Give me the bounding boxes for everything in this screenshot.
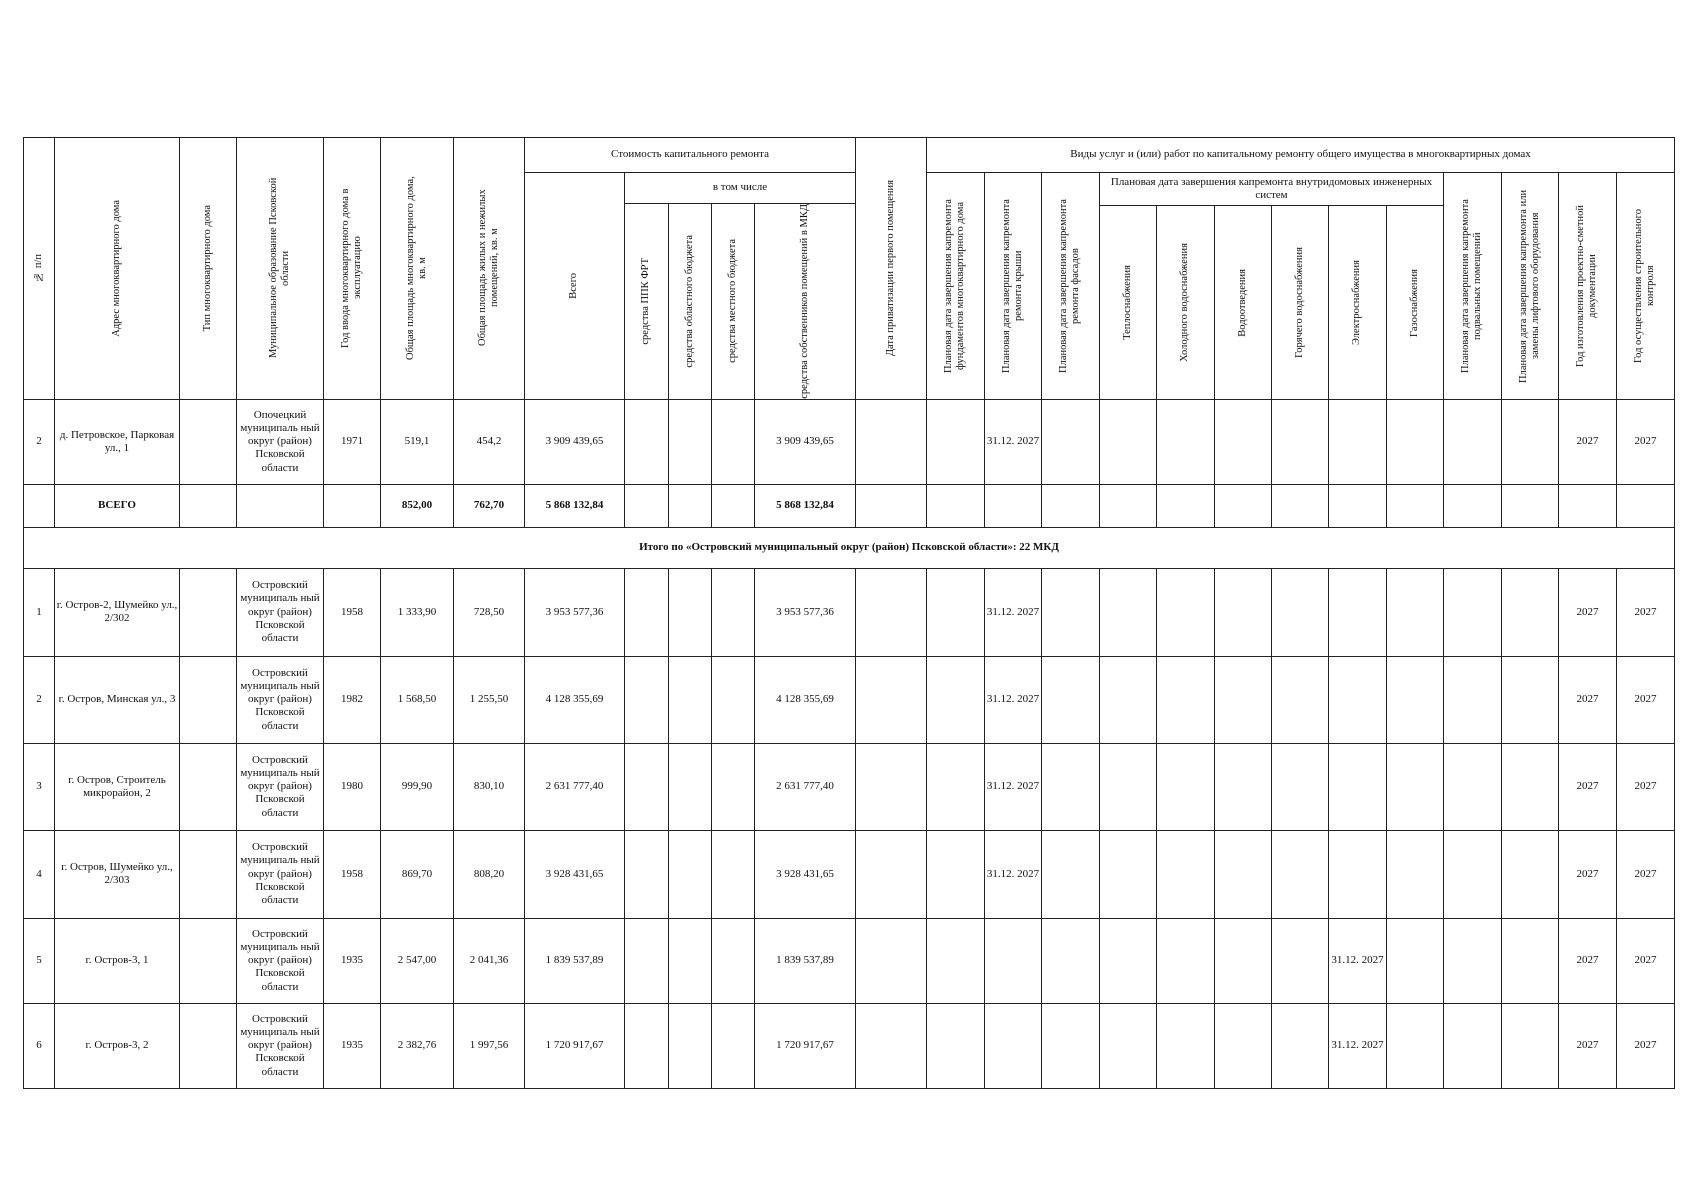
row-address: д. Петровское, Парковая ул., 1 [55, 399, 180, 484]
table-row [24, 743, 1675, 830]
row-cost-local [712, 918, 755, 1003]
total-empty-cell [1387, 484, 1444, 527]
row-hot-water [1272, 830, 1329, 918]
row-basement [1444, 830, 1502, 918]
row-cost-local [712, 568, 755, 656]
row-elevator [1502, 830, 1559, 918]
row-gas [1387, 568, 1444, 656]
row-cost-regional [669, 743, 712, 830]
row-municipality: Островский муниципаль ный округ (район) Псковской области [237, 1003, 324, 1088]
header-cell-heat: Теплоснабжения [1100, 206, 1157, 400]
section-row [24, 527, 1675, 568]
total-empty-cell [1559, 484, 1617, 527]
total-label: ВСЕГО [55, 484, 180, 527]
header-cell-hot-water: Горячего водоснабжения [1272, 206, 1329, 400]
row-design-year: 2027 [1559, 743, 1617, 830]
row-cost-ppk [625, 568, 669, 656]
row-address: г. Остров-2, Шумейко ул., 2/302 [55, 568, 180, 656]
row-cost-ppk [625, 918, 669, 1003]
row-control-year: 2027 [1617, 743, 1675, 830]
total-empty-cell [1272, 484, 1329, 527]
row-control-year: 2027 [1617, 656, 1675, 743]
row-electricity [1329, 568, 1387, 656]
section-title: Итого по «Островский муниципальный округ (район) Псковской области»: 22 МКД [24, 527, 1675, 568]
row-cost-regional [669, 830, 712, 918]
row-electricity [1329, 830, 1387, 918]
row-drainage [1215, 743, 1272, 830]
row-year: 1980 [324, 743, 381, 830]
row-gas [1387, 918, 1444, 1003]
row-facade [1042, 399, 1100, 484]
row-number: 5 [24, 918, 55, 1003]
row-municipality: Островский муниципаль ный округ (район) Псковской области [237, 918, 324, 1003]
row-electricity [1329, 399, 1387, 484]
row-facade [1042, 918, 1100, 1003]
row-cost-total: 3 928 431,65 [525, 830, 625, 918]
header-cell-drainage: Водоотведения [1215, 206, 1272, 400]
row-hot-water [1272, 1003, 1329, 1088]
row-roof: 31.12. 2027 [985, 743, 1042, 830]
row-municipality: Островский муниципаль ный округ (район) Псковской области [237, 830, 324, 918]
row-roof [985, 918, 1042, 1003]
row-facade [1042, 1003, 1100, 1088]
row-address: г. Остров-3, 2 [55, 1003, 180, 1088]
row-control-year: 2027 [1617, 1003, 1675, 1088]
row-type [180, 830, 237, 918]
row-type [180, 568, 237, 656]
row-cost-ppk [625, 743, 669, 830]
header-cell-cost-regional: средства областного бюджета [669, 204, 712, 400]
row-roof: 31.12. 2027 [985, 656, 1042, 743]
row-control-year: 2027 [1617, 399, 1675, 484]
row-privatization [856, 1003, 927, 1088]
row-cost-total: 1 720 917,67 [525, 1003, 625, 1088]
row-number: 6 [24, 1003, 55, 1088]
row-type [180, 656, 237, 743]
row-elevator [1502, 399, 1559, 484]
table-row [24, 830, 1675, 918]
row-gas [1387, 1003, 1444, 1088]
row-cost-total: 1 839 537,89 [525, 918, 625, 1003]
row-privatization [856, 743, 927, 830]
header-cell-design-year: Год изготовления проектно-сметной документации [1559, 173, 1617, 400]
row-privatization [856, 568, 927, 656]
total-empty-cell [712, 484, 755, 527]
capital-repair-table [23, 137, 1675, 1089]
row-gas [1387, 743, 1444, 830]
row-control-year: 2027 [1617, 568, 1675, 656]
row-electricity: 31.12. 2027 [1329, 918, 1387, 1003]
row-premises-area: 728,50 [454, 568, 525, 656]
row-heat [1100, 918, 1157, 1003]
row-municipality: Островский муниципаль ный округ (район) Псковской области [237, 568, 324, 656]
row-drainage [1215, 656, 1272, 743]
row-design-year: 2027 [1559, 830, 1617, 918]
row-cost-ppk [625, 656, 669, 743]
row-electricity [1329, 656, 1387, 743]
table-body [24, 138, 1675, 1089]
row-heat [1100, 743, 1157, 830]
row-basement [1444, 743, 1502, 830]
header-cell-privatization: Дата приватизации первого помещения [856, 138, 927, 400]
row-cost-local [712, 743, 755, 830]
row-address: г. Остров, Минская ул., 3 [55, 656, 180, 743]
row-number: 1 [24, 568, 55, 656]
header-cell-works-group: Виды услуг и (или) работ по капитальному ремонту общего имущества в многоквартирных домах [927, 138, 1675, 173]
header-cell-cold-water: Холодного водоснабжения [1157, 206, 1215, 400]
row-privatization [856, 656, 927, 743]
total-empty-cell [856, 484, 927, 527]
row-gas [1387, 399, 1444, 484]
row-design-year: 2027 [1559, 568, 1617, 656]
row-cold-water [1157, 399, 1215, 484]
table-row [24, 1003, 1675, 1088]
row-cost-regional [669, 568, 712, 656]
row-heat [1100, 399, 1157, 484]
row-address: г. Остров, Строитель микрорайон, 2 [55, 743, 180, 830]
row-heat [1100, 568, 1157, 656]
row-facade [1042, 656, 1100, 743]
row-electricity [1329, 743, 1387, 830]
header-cell-address: Адрес многоквартирного дома [55, 138, 180, 400]
row-cost-owners: 3 928 431,65 [755, 830, 856, 918]
total-number [24, 484, 55, 527]
row-premises-area: 830,10 [454, 743, 525, 830]
row-municipality: Островский муниципаль ный округ (район) Псковской области [237, 743, 324, 830]
row-drainage [1215, 830, 1272, 918]
total-year [324, 484, 381, 527]
total-empty-cell [1100, 484, 1157, 527]
total-municipality [237, 484, 324, 527]
row-cost-regional [669, 399, 712, 484]
row-total-area: 519,1 [381, 399, 454, 484]
row-premises-area: 808,20 [454, 830, 525, 918]
row-type [180, 1003, 237, 1088]
row-cost-owners: 4 128 355,69 [755, 656, 856, 743]
row-cost-local [712, 830, 755, 918]
row-control-year: 2027 [1617, 830, 1675, 918]
header-cell-cost-incl: в том числе [625, 173, 856, 204]
header-cell-facade: Плановая дата завершения капремонта ремонта фасадов [1042, 173, 1100, 400]
row-premises-area: 454,2 [454, 399, 525, 484]
total-empty-cell [985, 484, 1042, 527]
row-elevator [1502, 743, 1559, 830]
row-cost-owners: 1 720 917,67 [755, 1003, 856, 1088]
row-type [180, 743, 237, 830]
header-cell-no: № п/п [24, 138, 55, 400]
table-row [24, 399, 1675, 484]
total-type [180, 484, 237, 527]
row-hot-water [1272, 918, 1329, 1003]
row-drainage [1215, 918, 1272, 1003]
row-year: 1982 [324, 656, 381, 743]
row-number: 2 [24, 399, 55, 484]
row-drainage [1215, 399, 1272, 484]
total-row [24, 484, 1675, 527]
row-number: 2 [24, 656, 55, 743]
row-heat [1100, 1003, 1157, 1088]
row-foundation [927, 399, 985, 484]
row-elevator [1502, 1003, 1559, 1088]
header-cell-municipality: Муниципальное образование Псковской области [237, 138, 324, 400]
header-cell-control-year: Год осуществления строительного контроля [1617, 173, 1675, 400]
header-cell-cost-ppk: средства ППК ФРТ [625, 204, 669, 400]
row-cost-owners: 3 953 577,36 [755, 568, 856, 656]
row-foundation [927, 743, 985, 830]
row-cost-total: 4 128 355,69 [525, 656, 625, 743]
row-address: г. Остров, Шумейко ул., 2/303 [55, 830, 180, 918]
row-roof: 31.12. 2027 [985, 830, 1042, 918]
row-foundation [927, 568, 985, 656]
row-total-area: 869,70 [381, 830, 454, 918]
total-empty-cell [1042, 484, 1100, 527]
header-cell-electricity: Электроснабжения [1329, 206, 1387, 400]
row-year: 1958 [324, 568, 381, 656]
row-foundation [927, 830, 985, 918]
total-empty-cell [669, 484, 712, 527]
total-empty-cell [1157, 484, 1215, 527]
row-roof: 31.12. 2027 [985, 399, 1042, 484]
row-roof [985, 1003, 1042, 1088]
total-cost: 5 868 132,84 [525, 484, 625, 527]
row-design-year: 2027 [1559, 656, 1617, 743]
row-privatization [856, 918, 927, 1003]
row-type [180, 918, 237, 1003]
row-total-area: 999,90 [381, 743, 454, 830]
row-hot-water [1272, 399, 1329, 484]
row-heat [1100, 830, 1157, 918]
row-design-year: 2027 [1559, 918, 1617, 1003]
row-year: 1971 [324, 399, 381, 484]
row-cost-total: 3 953 577,36 [525, 568, 625, 656]
header-cell-cost-total: Всего [525, 173, 625, 400]
row-heat [1100, 656, 1157, 743]
row-number: 4 [24, 830, 55, 918]
row-basement [1444, 568, 1502, 656]
row-basement [1444, 656, 1502, 743]
header-cell-foundation: Плановая дата завершения капремонта фундаментов многоквартирного дома [927, 173, 985, 400]
row-cost-ppk [625, 399, 669, 484]
row-foundation [927, 918, 985, 1003]
header-row-1 [24, 138, 1675, 173]
row-gas [1387, 656, 1444, 743]
table-row [24, 656, 1675, 743]
row-cold-water [1157, 568, 1215, 656]
row-basement [1444, 399, 1502, 484]
total-empty-cell [1444, 484, 1502, 527]
row-premises-area: 2 041,36 [454, 918, 525, 1003]
header-cell-systems-group: Плановая дата завершения капремонта внутридомовых инженерных систем [1100, 173, 1444, 206]
header-cell-cost-local: средства местного бюджета [712, 204, 755, 400]
total-empty-cell [1502, 484, 1559, 527]
row-facade [1042, 568, 1100, 656]
row-privatization [856, 830, 927, 918]
header-cell-basement: Плановая дата завершения капремонта подвальных помещений [1444, 173, 1502, 400]
row-total-area: 2 547,00 [381, 918, 454, 1003]
row-elevator [1502, 568, 1559, 656]
header-cell-total-area: Общая площадь многоквартирного дома, кв. м [381, 138, 454, 400]
row-address: г. Остров-3, 1 [55, 918, 180, 1003]
row-cost-owners: 3 909 439,65 [755, 399, 856, 484]
row-roof: 31.12. 2027 [985, 568, 1042, 656]
row-cost-regional [669, 656, 712, 743]
row-cold-water [1157, 743, 1215, 830]
row-cost-regional [669, 1003, 712, 1088]
total-empty-cell [1329, 484, 1387, 527]
row-design-year: 2027 [1559, 399, 1617, 484]
row-year: 1958 [324, 830, 381, 918]
row-total-area: 2 382,76 [381, 1003, 454, 1088]
row-elevator [1502, 656, 1559, 743]
row-cold-water [1157, 656, 1215, 743]
row-cold-water [1157, 830, 1215, 918]
row-number: 3 [24, 743, 55, 830]
header-cell-premises-area: Общая площадь жилых и нежилых помещений, кв. м [454, 138, 525, 400]
total-empty-cell [1617, 484, 1675, 527]
row-facade [1042, 830, 1100, 918]
row-type [180, 399, 237, 484]
row-cost-total: 3 909 439,65 [525, 399, 625, 484]
row-basement [1444, 918, 1502, 1003]
header-cell-type: Тип многоквартирного дома [180, 138, 237, 400]
row-control-year: 2027 [1617, 918, 1675, 1003]
total-empty-cell [927, 484, 985, 527]
row-basement [1444, 1003, 1502, 1088]
row-cost-local [712, 1003, 755, 1088]
table-row [24, 918, 1675, 1003]
row-drainage [1215, 1003, 1272, 1088]
row-cost-ppk [625, 1003, 669, 1088]
row-elevator [1502, 918, 1559, 1003]
total-cost-owners: 5 868 132,84 [755, 484, 856, 527]
row-hot-water [1272, 743, 1329, 830]
header-cell-cost-owners: средства собственников помещений в МКД [755, 204, 856, 400]
header-cell-roof: Плановая дата завершения капремонта ремонта крыши [985, 173, 1042, 400]
row-facade [1042, 743, 1100, 830]
row-total-area: 1 568,50 [381, 656, 454, 743]
header-cell-year: Год ввода многоквартирного дома в эксплуатацию [324, 138, 381, 400]
row-cost-owners: 2 631 777,40 [755, 743, 856, 830]
table-row [24, 568, 1675, 656]
row-premises-area: 1 997,56 [454, 1003, 525, 1088]
row-drainage [1215, 568, 1272, 656]
row-hot-water [1272, 568, 1329, 656]
row-municipality: Островский муниципаль ный округ (район) Псковской области [237, 656, 324, 743]
header-cell-gas: Газоснабжения [1387, 206, 1444, 400]
row-cost-total: 2 631 777,40 [525, 743, 625, 830]
total-empty-cell [625, 484, 669, 527]
row-foundation [927, 656, 985, 743]
row-premises-area: 1 255,50 [454, 656, 525, 743]
row-cost-local [712, 656, 755, 743]
total-area: 852,00 [381, 484, 454, 527]
row-foundation [927, 1003, 985, 1088]
row-year: 1935 [324, 1003, 381, 1088]
row-gas [1387, 830, 1444, 918]
row-privatization [856, 399, 927, 484]
row-hot-water [1272, 656, 1329, 743]
header-cell-elevator: Плановая дата завершения капремонта или замены лифтового оборудования [1502, 173, 1559, 400]
total-empty-cell [1215, 484, 1272, 527]
row-cold-water [1157, 1003, 1215, 1088]
header-cell-cost-group: Стоимость капитального ремонта [525, 138, 856, 173]
row-year: 1935 [324, 918, 381, 1003]
row-cost-local [712, 399, 755, 484]
row-municipality: Опочецкий муниципаль ный округ (район) Псковской области [237, 399, 324, 484]
row-cost-regional [669, 918, 712, 1003]
row-cost-owners: 1 839 537,89 [755, 918, 856, 1003]
row-design-year: 2027 [1559, 1003, 1617, 1088]
row-total-area: 1 333,90 [381, 568, 454, 656]
row-cost-ppk [625, 830, 669, 918]
row-cold-water [1157, 918, 1215, 1003]
row-electricity: 31.12. 2027 [1329, 1003, 1387, 1088]
total-premises-area: 762,70 [454, 484, 525, 527]
